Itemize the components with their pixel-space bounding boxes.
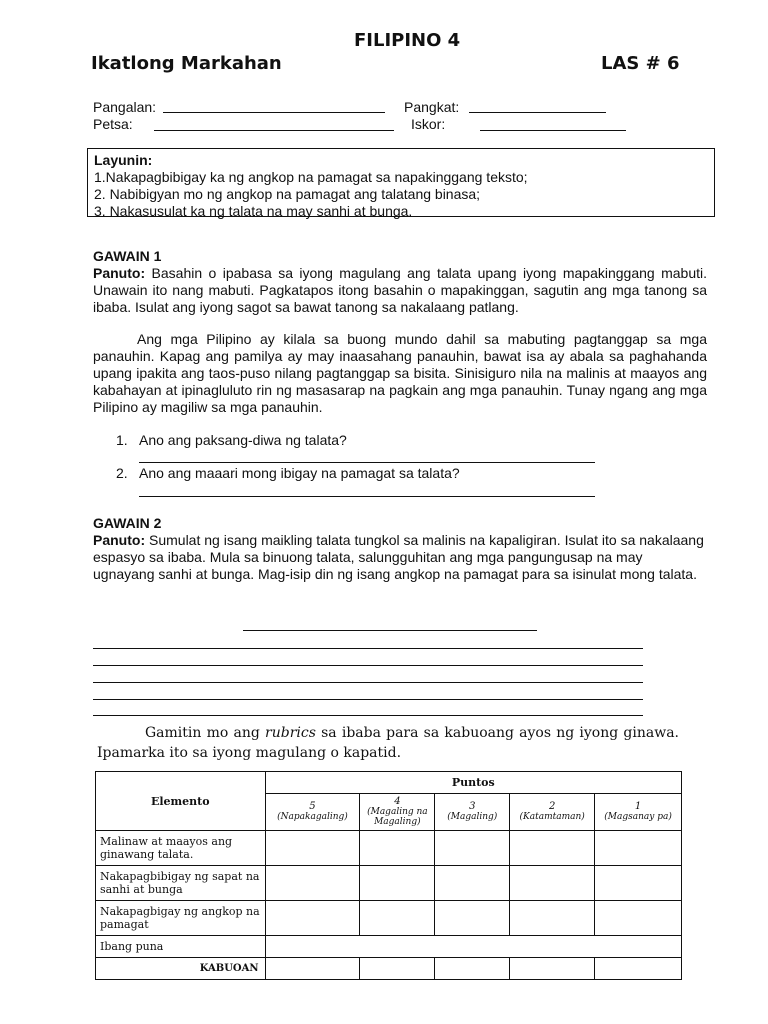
las-number: LAS # 6: [601, 53, 680, 74]
rubric-table: [95, 771, 682, 980]
total-cell[interactable]: [435, 958, 510, 980]
gawain1-instruction-text: Basahin o ipabasa sa iyong magulang ang talata upang iyong mapakinggang mabuti. Unawain ito nang mabuti. Pagkatapos itong basahin o mapakinggan, sagutin ang mga tanong sa ibaba. Isulat ang iyong sagot sa bawat tanong sa nakalaang patlang.: [93, 265, 708, 315]
criterion-label: Nakapagbibigay ng sapat na sanhi at bunga: [96, 866, 266, 901]
writing-line[interactable]: [93, 665, 643, 666]
other-remarks-label: Ibang puna: [96, 936, 266, 958]
gawain2-title: GAWAIN 2: [93, 515, 162, 531]
score-cell[interactable]: [360, 901, 435, 936]
other-remarks-cell[interactable]: [265, 936, 681, 958]
title-line[interactable]: [243, 630, 537, 631]
total-cell[interactable]: [360, 958, 435, 980]
rubric-instruction-em: rubrics: [265, 725, 316, 741]
question-number: 1.: [116, 432, 128, 448]
rubric-instruction-post: sa ibaba para sa kabuoang ayos ng iyong ginawa. Ipamarka ito sa iyong magulang o kapatid.: [97, 725, 679, 761]
score-cell[interactable]: [510, 866, 595, 901]
question-text: Ano ang paksang-diwa ng talata?: [139, 432, 347, 448]
answer-line-1[interactable]: [139, 462, 595, 463]
gawain1-instruction-label: Panuto:: [93, 265, 146, 281]
total-label: KABUOAN: [96, 958, 266, 980]
criterion-label: Nakapagbigay ng angkop na pamagat: [96, 901, 266, 936]
gawain1-title: GAWAIN 1: [93, 248, 162, 264]
writing-line[interactable]: [93, 648, 643, 649]
quarter-title: Ikatlong Markahan: [91, 53, 282, 74]
date-field[interactable]: [154, 130, 394, 131]
objective-item: 3. Nakasusulat ka ng talata na may sanhi at bunga.: [94, 203, 413, 219]
writing-line[interactable]: [93, 699, 643, 700]
question-number: 2.: [116, 465, 128, 481]
gawain1-paragraph: Ang mga Pilipino ay kilala sa buong mundo dahil sa mabuting pagtanggap sa mga panauhin. Kapag ang pamilya ay may inaasahang panauhin, bawat isa ay abala sa paghahanda upang ipakita ang taos-puso nilang pagtanggap sa bisita. Sinisiguro nila na malinis at maayos ang kabahayan at ipinagluluto rin ng masasarap na pagkain ang mga panauhin. Tunay ngang ang mga Pilipino ay magiliw sa mga panauhin.: [93, 331, 707, 415]
question-text: Ano ang maaari mong ibigay na pamagat sa talata?: [139, 465, 460, 481]
rubric-instruction-pre: Gamitin mo ang: [145, 725, 266, 741]
gawain2-instruction: [93, 532, 707, 583]
score-label: Iskor:: [411, 116, 446, 132]
score-header: 2 (Katamtaman): [510, 794, 595, 831]
score-cell[interactable]: [595, 866, 682, 901]
rubric-instruction: [97, 723, 679, 763]
total-cell[interactable]: [510, 958, 595, 980]
score-cell[interactable]: [595, 901, 682, 936]
score-cell[interactable]: [510, 901, 595, 936]
score-cell[interactable]: [360, 866, 435, 901]
score-field[interactable]: [480, 130, 626, 131]
name-field[interactable]: [163, 112, 385, 113]
element-header: Elemento: [96, 772, 266, 831]
writing-line[interactable]: [93, 715, 643, 716]
objective-item: 2. Nabibigyan mo ng angkop na pamagat ang talatang binasa;: [94, 186, 481, 202]
group-field[interactable]: [469, 112, 606, 113]
score-cell[interactable]: [595, 831, 682, 866]
score-cell[interactable]: [435, 831, 510, 866]
score-header: 4 (Magaling na Magaling): [360, 794, 435, 831]
score-header: 3 (Magaling): [435, 794, 510, 831]
score-header: 1 (Magsanay pa): [595, 794, 682, 831]
objectives-box: [87, 148, 715, 217]
points-header: Puntos: [265, 772, 681, 794]
score-cell[interactable]: [265, 866, 360, 901]
score-cell[interactable]: [265, 901, 360, 936]
gawain1-instruction: [93, 265, 707, 316]
objective-item: 1.Nakapagbibigay ka ng angkop na pamagat sa napakinggang teksto;: [94, 169, 528, 185]
gawain2-instruction-label: Panuto:: [93, 532, 146, 548]
gawain2-instruction-text: Sumulat ng isang maikling talata tungkol sa malinis na kapaligiran. Isulat ito sa nakalaang espasyo sa ibaba. Mula sa binuong talata, salungguhitan ang mga pangungusap na may ugnayang sanhi at bunga. Mag-isip din ng isang angkop na pamagat para sa isinulat mong talata.: [93, 532, 704, 582]
name-label: Pangalan:: [93, 99, 157, 115]
answer-line-2[interactable]: [139, 496, 595, 497]
score-cell[interactable]: [435, 866, 510, 901]
score-header: 5 (Napakagaling): [265, 794, 360, 831]
score-cell[interactable]: [360, 831, 435, 866]
total-cell[interactable]: [265, 958, 360, 980]
criterion-label: Malinaw at maayos ang ginawang talata.: [96, 831, 266, 866]
subject-title: FILIPINO 4: [354, 30, 461, 51]
objectives-title: Layunin:: [94, 152, 153, 168]
writing-line[interactable]: [93, 682, 643, 683]
score-cell[interactable]: [265, 831, 360, 866]
group-label: Pangkat:: [404, 99, 460, 115]
score-cell[interactable]: [510, 831, 595, 866]
date-label: Petsa:: [93, 116, 133, 132]
total-cell[interactable]: [595, 958, 682, 980]
score-cell[interactable]: [435, 901, 510, 936]
